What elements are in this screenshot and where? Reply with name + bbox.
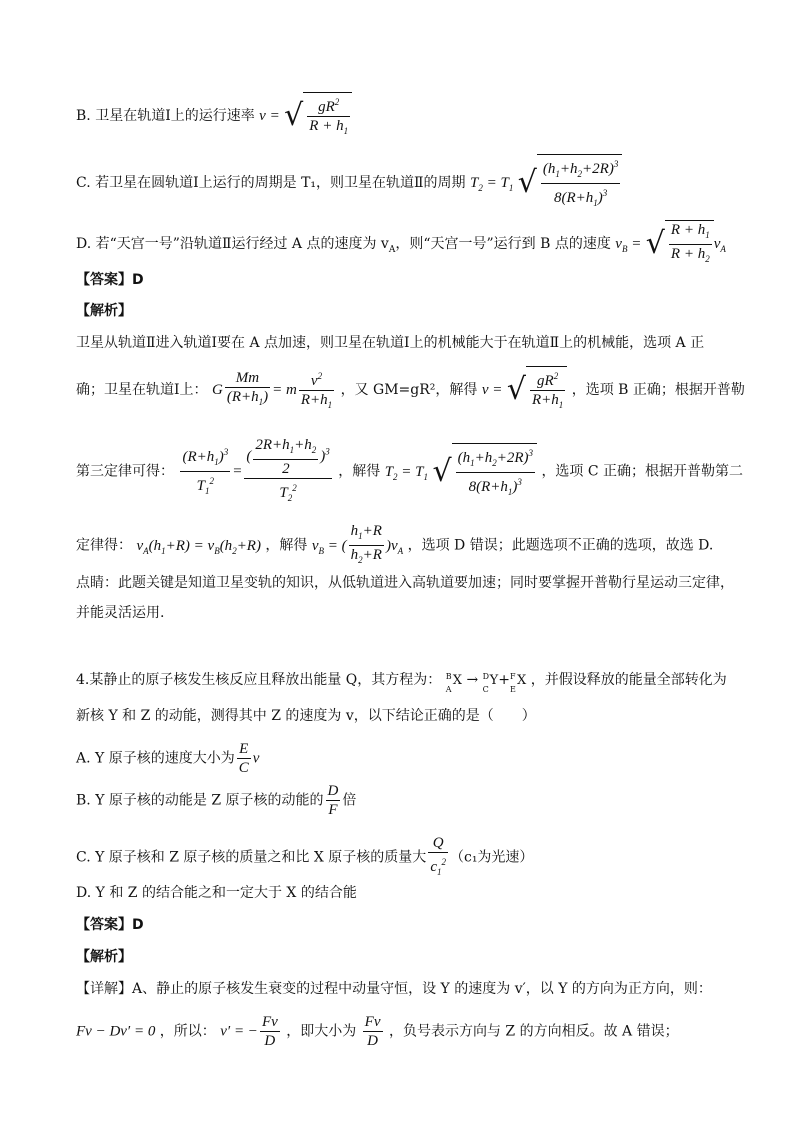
option-c [76, 154, 622, 212]
note-line-2: 并能灵活运用. [76, 605, 165, 621]
question-4-option-c: C. Y 原子核和 Z 原子核的质量之和比 X 原子核的质量大 $\frac{Q}{c_1^2}$ （c₁为光速） [76, 834, 533, 881]
note-line-1: 点睛：此题关键是知道卫星变轨的知识，从低轨道进入高轨道要加速；同时要掌握开普勒行星运动三定律， [76, 575, 734, 591]
question-4-line-2: 新核 Y 和 Z 的动能，测得其中 Z 的速度为 v，以下结论正确的是（ ） [76, 708, 536, 724]
formula-sqrt-period: √ $\frac{(h_1+h_2+2R)^3}{8(R+h_1)^3}$ [518, 154, 623, 212]
analysis-label-1: 【解析】 [76, 303, 132, 319]
analysis-label-2: 【解析】 [76, 949, 132, 965]
question-4-option-b: B. Y 原子核的动能是 Z 原子核的动能的 $\frac{D}{F}$ 倍 [76, 783, 357, 818]
answer-label-2: 【答案】D [76, 917, 144, 933]
option-c-text: C. 若卫星在圆轨道Ⅰ上运行的周期是 T₁，则卫星在轨道Ⅱ的周期 [76, 175, 466, 191]
analysis-line-1: 卫星从轨道Ⅱ进入轨道Ⅰ要在 A 点加速，则卫星在轨道Ⅰ上的机械能大于在轨道Ⅱ上的机械能，选项 A 正 [76, 335, 705, 351]
detail-line-1: 【详解】A、静止的原子核发生衰变的过程中动量守恒，设 Y 的速度为 v′，以 Y 的方向为正方向，则： [76, 981, 712, 997]
formula-v: v = [259, 108, 280, 124]
analysis-line-4: 定律得： $v_A(h_1+R) = v_B(h_2+R)$ ，解得 $v_B$ = ( $\frac{h_1+R}{h_2+R}$ )$v_A$ ，选项 D 错误；此题选项不正确的选项，故选 D. [76, 522, 713, 569]
option-b [76, 92, 352, 140]
analysis-line-2: 确；卫星在轨道Ⅰ上： G $\frac{Mm}{(R+h_1)}$ = m $\frac{v^2}{R+h_1}$ ，又 GM=gR²，解得 v = √ $\frac{gR^2}{R+h_1}$ ，选项 B 正确；根据开普勒 [76, 366, 745, 414]
option-d-mid: ，则“天宫一号”运行到 B 点的速度 [395, 236, 611, 252]
formula-sqrt-velocity: √ $\frac{R + h_1}{R + h_2}$ [646, 220, 714, 268]
formula-vb: $v_B$ = [615, 236, 642, 254]
question-4-option-d: D. Y 和 Z 的结合能之和一定大于 X 的结合能 [76, 885, 357, 901]
option-d-text: D. 若“天宫一号”沿轨道Ⅱ运行经过 A 点的速度为 v [76, 236, 389, 252]
answer-label-1: 【答案】D [76, 272, 144, 288]
detail-line-2: Fv − Dv′ = 0 ，所以： v′ = − $\frac{Fv}{D}$ ，即大小为 $\frac{Fv}{D}$ ，负号表示方向与 Z 的方向相反。故 A 错误； [76, 1014, 679, 1049]
formula-t2: $T_2 = T_1$ [470, 175, 514, 193]
option-b-text: B. 卫星在轨道Ⅰ上的运行速率 [76, 108, 255, 124]
analysis-line-3: 第三定律可得： $\frac{(R+h_1)^3}{T_1^2}$ = ( $\frac{2R+h_1+h_2}{2}$ )$^3$ $T_2^2$ ，解得 $T_2 = T_1$ √ $\frac{(h_1+h_2+2R)^3}{8(R+h_1)^3}$ ，选项 C 正确；根据开普勒第二 [76, 436, 743, 507]
question-4-option-a: A. Y 原子核的速度大小为 $\frac{E}{C}$ v [76, 741, 260, 776]
formula-sqrt-gr2: √ $\frac{gR^2}{R + h_1}$ [284, 92, 352, 140]
option-d: D. 若“天宫一号”沿轨道Ⅱ运行经过 A 点的速度为 $v_A$，则“天宫一号”运行到 B 点的速度 $v_B$ = √ $\frac{R + h_1}{R + h_2}$ $v_A$ [76, 220, 726, 268]
question-4-line-1: 4.某静止的原子核发生核反应且释放出能量 Q，其方程为： B A X → D C Y+ F E X ，并假设释放的能量全部转化为 [76, 672, 727, 694]
